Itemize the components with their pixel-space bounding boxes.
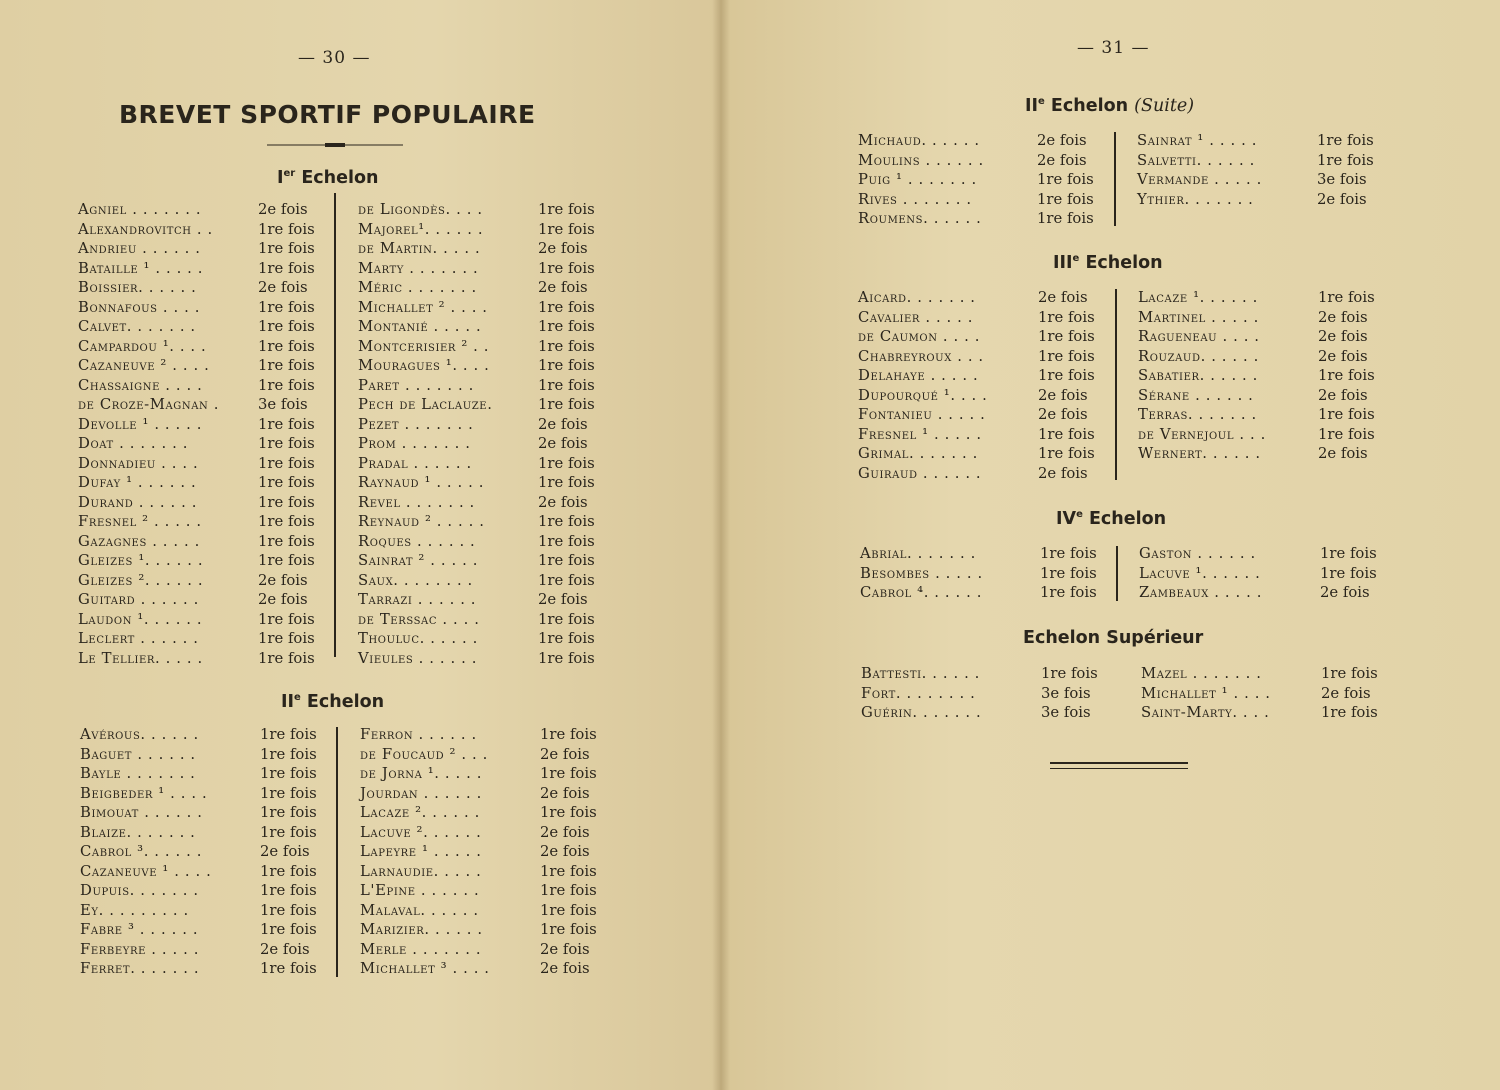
athlete-name: Alexandrovitch . .	[78, 220, 213, 238]
award-count: 1re fois	[540, 862, 597, 880]
athlete-name: Salvetti. . . . . .	[1137, 151, 1255, 169]
award-count: 2e fois	[260, 940, 310, 958]
athlete-name: Reynaud ² . . . . .	[358, 513, 485, 530]
award-count: 1re fois	[260, 862, 317, 880]
athlete-name: Gazagnes . . . . .	[78, 532, 200, 550]
athlete-name: Fabre ³ . . . . . .	[80, 921, 199, 938]
award-count: 2e fois	[540, 940, 590, 958]
heading-word: Echelon	[301, 168, 379, 188]
award-count: 1re fois	[1318, 425, 1375, 443]
award-count: 2e fois	[1038, 406, 1088, 423]
award-count: 2e fois	[1038, 464, 1088, 482]
athlete-name: Avérous. . . . . .	[80, 726, 199, 743]
athlete-name: Paret . . . . . . .	[358, 376, 474, 394]
book-gutter	[712, 0, 730, 1090]
athlete-name: Roques . . . . . .	[358, 532, 476, 550]
award-count: 1re fois	[258, 435, 315, 452]
award-count: 1re fois	[258, 610, 315, 628]
award-count: 1re fois	[538, 630, 595, 647]
award-count: 2e fois	[540, 745, 590, 763]
athlete-name: Marizier. . . . . .	[360, 921, 483, 938]
award-count: 1re fois	[1318, 406, 1375, 423]
award-count: 1re fois	[538, 337, 595, 355]
athlete-name: Dupourqué ¹. . . .	[858, 386, 988, 404]
award-count: 1re fois	[258, 649, 315, 667]
award-count: 3e fois	[1041, 684, 1091, 702]
award-count: 1re fois	[540, 921, 597, 938]
award-count: 2e fois	[1318, 328, 1368, 345]
athlete-name: Ferret. . . . . . .	[80, 960, 200, 977]
award-count: 2e fois	[538, 435, 588, 452]
athlete-name: Cavalier . . . . .	[858, 308, 974, 326]
athlete-name: Blaize. . . . . . .	[80, 823, 196, 841]
award-count: 1re fois	[260, 804, 317, 821]
athlete-name: Lacaze ². . . . . .	[360, 804, 480, 821]
award-count: 1re fois	[538, 318, 595, 335]
award-count: 2e fois	[1037, 151, 1087, 169]
athlete-name: Gaston . . . . . .	[1139, 545, 1256, 562]
athlete-name: Ferron . . . . . .	[360, 726, 477, 743]
award-count: 1re fois	[538, 357, 595, 374]
award-count: 1re fois	[258, 337, 315, 355]
athlete-name: Lacuve ². . . . . .	[360, 823, 482, 841]
heading-ordinal-suffix: er	[283, 168, 296, 180]
athlete-name: Gleizes ¹. . . . . .	[78, 552, 204, 569]
section-heading	[1023, 628, 1203, 648]
athlete-name: de Foucaud ² . . .	[360, 745, 488, 763]
award-count: 2e fois	[538, 415, 588, 433]
athlete-name: Thouluc. . . . . .	[358, 630, 478, 647]
award-count: 1re fois	[540, 726, 597, 743]
award-count: 1re fois	[1040, 564, 1097, 582]
award-count: 2e fois	[258, 279, 308, 296]
award-count: 1re fois	[538, 571, 595, 589]
athlete-name: Montanié . . . . .	[358, 318, 482, 335]
athlete-name: Raynaud ¹ . . . . .	[358, 474, 485, 491]
column-divider	[334, 193, 336, 657]
award-count: 1re fois	[1320, 564, 1377, 582]
award-count: 1re fois	[258, 298, 315, 316]
athlete-name: Méric . . . . . . .	[358, 279, 477, 296]
award-count: 1re fois	[540, 882, 597, 899]
athlete-name: Vermande . . . . .	[1137, 171, 1262, 188]
column-divider	[1115, 289, 1117, 480]
athlete-name: Martinel . . . . .	[1138, 308, 1259, 326]
column-divider	[336, 727, 338, 977]
athlete-name: de Jorna ¹. . . . .	[360, 765, 483, 782]
athlete-name: Mazel . . . . . . .	[1141, 665, 1262, 682]
award-count: 1re fois	[260, 784, 317, 802]
award-count: 1re fois	[258, 454, 315, 472]
athlete-name: Michallet ² . . . .	[358, 298, 488, 316]
award-count: 1re fois	[540, 901, 597, 919]
athlete-name: Saint-Marty. . . .	[1141, 704, 1270, 721]
athlete-name: L'Epine . . . . . .	[360, 882, 480, 899]
award-count: 1re fois	[538, 201, 595, 218]
athlete-name: Roumens. . . . . .	[858, 210, 982, 227]
award-count: 1re fois	[1317, 151, 1374, 169]
award-count: 1re fois	[1040, 545, 1097, 562]
award-count: 1re fois	[1037, 210, 1094, 227]
athlete-name: Rouzaud. . . . . .	[1138, 347, 1259, 365]
athlete-name: Lacaze ¹. . . . . .	[1138, 289, 1258, 306]
athlete-name: de Terssac . . . .	[358, 610, 480, 628]
athlete-name: Ythier. . . . . . .	[1137, 190, 1254, 208]
heading-word: Echelon Supérieur	[1023, 628, 1204, 648]
award-count: 2e fois	[1318, 347, 1368, 365]
athlete-name: de Croze-Magnan .	[78, 396, 220, 413]
award-count: 1re fois	[1321, 704, 1378, 721]
heading-ordinal: III	[1053, 253, 1073, 273]
athlete-name: Delahaye . . . . .	[858, 367, 979, 384]
athlete-name: Dufay ¹ . . . . . .	[78, 474, 197, 491]
award-count: 1re fois	[538, 454, 595, 472]
athlete-name: Sainrat ² . . . . .	[358, 552, 479, 569]
award-count: 2e fois	[538, 240, 588, 257]
athlete-name: Ey. . . . . . . . .	[80, 901, 189, 919]
award-count: 1re fois	[258, 357, 315, 374]
award-count: 2e fois	[540, 784, 590, 802]
athlete-name: Leclert . . . . . .	[78, 630, 199, 647]
award-count: 1re fois	[540, 804, 597, 821]
award-count: 1re fois	[538, 220, 595, 238]
award-count: 1re fois	[1037, 171, 1094, 188]
athlete-name: Larnaudie. . . . .	[360, 862, 482, 880]
heading-ordinal: I	[277, 168, 284, 188]
athlete-name: Bataille ¹ . . . . .	[78, 259, 204, 277]
athlete-name: Montcerisier ² . .	[358, 337, 490, 355]
award-count: 1re fois	[258, 220, 315, 238]
athlete-name: Zambeaux . . . . .	[1139, 584, 1262, 601]
athlete-name: Donnadieu . . . .	[78, 454, 199, 472]
athlete-name: Beigbeder ¹ . . . .	[80, 784, 208, 802]
award-count: 2e fois	[1317, 190, 1367, 208]
athlete-name: Abrial. . . . . . .	[860, 545, 976, 562]
award-count: 1re fois	[258, 532, 315, 550]
award-count: 2e fois	[1037, 132, 1087, 149]
section-heading	[1025, 96, 1194, 116]
award-count: 1re fois	[1038, 367, 1095, 384]
athlete-name: Vieules . . . . . .	[358, 649, 477, 667]
athlete-name: Aicard. . . . . . .	[858, 289, 976, 306]
award-count: 1re fois	[1038, 425, 1095, 443]
award-count: 2e fois	[538, 279, 588, 296]
athlete-name: Doat . . . . . . .	[78, 435, 189, 452]
athlete-name: Guérin. . . . . . .	[861, 704, 982, 721]
award-count: 1re fois	[260, 901, 317, 919]
award-count: 1re fois	[258, 318, 315, 335]
athlete-name: Pech de Laclauze.	[358, 396, 493, 413]
athlete-name: Devolle ¹ . . . . .	[78, 415, 203, 433]
award-count: 2e fois	[538, 493, 588, 511]
award-count: 1re fois	[1038, 308, 1095, 326]
athlete-name: Jourdan . . . . . .	[360, 784, 482, 802]
athlete-name: Pradal . . . . . .	[358, 454, 472, 472]
athlete-name: Le Tellier. . . . .	[78, 649, 203, 667]
award-count: 2e fois	[1318, 445, 1368, 462]
award-count: 2e fois	[1320, 584, 1370, 601]
award-count: 1re fois	[260, 726, 317, 743]
award-count: 1re fois	[540, 765, 597, 782]
heading-word: Echelon	[1088, 509, 1167, 529]
athlete-name: Ferbeyre . . . . .	[80, 940, 200, 958]
athlete-name: Fontanieu . . . . .	[858, 406, 986, 423]
athlete-name: Malaval. . . . . .	[360, 901, 479, 919]
page-number: — 31 —	[1077, 38, 1150, 58]
heading-word: Echelon	[1050, 96, 1129, 116]
award-count: 2e fois	[258, 201, 308, 218]
award-count: 1re fois	[538, 610, 595, 628]
section-heading	[281, 692, 384, 712]
award-count: 1re fois	[1318, 289, 1375, 306]
heading-ordinal-suffix: e	[1072, 253, 1080, 265]
award-count: 1re fois	[538, 513, 595, 530]
award-count: 2e fois	[1038, 386, 1088, 404]
athlete-name: Sérane . . . . . .	[1138, 386, 1254, 404]
award-count: 1re fois	[258, 415, 315, 433]
heading-word: Echelon	[306, 692, 385, 712]
athlete-name: Rives . . . . . . .	[858, 190, 972, 208]
athlete-name: Fresnel ¹ . . . . .	[858, 425, 982, 443]
award-count: 1re fois	[1041, 665, 1098, 682]
athlete-name: Michaud. . . . . .	[858, 132, 980, 149]
athlete-name: de Caumon . . . .	[858, 328, 981, 345]
heading-ordinal: IV	[1056, 509, 1077, 529]
heading-ordinal-suffix: e	[1038, 96, 1045, 108]
award-count: 1re fois	[1038, 347, 1095, 365]
title-ornament	[267, 142, 403, 148]
award-count: 1re fois	[260, 960, 317, 977]
award-count: 2e fois	[540, 843, 590, 860]
award-count: 2e fois	[1321, 684, 1371, 702]
page-number: — 30 —	[298, 48, 371, 68]
award-count: 1re fois	[260, 823, 317, 841]
award-count: 1re fois	[260, 765, 317, 782]
athlete-name: Andrieu . . . . . .	[78, 240, 201, 257]
award-count: 2e fois	[260, 843, 310, 860]
athlete-name: Bimouat . . . . . .	[80, 804, 203, 821]
award-count: 1re fois	[258, 630, 315, 647]
athlete-name: de Ligondès. . . .	[358, 201, 483, 218]
column-divider	[1114, 132, 1116, 226]
athlete-name: Chabreyroux . . .	[858, 347, 984, 365]
award-count: 1re fois	[538, 298, 595, 316]
athlete-name: de Vernejoul . . .	[1138, 425, 1266, 443]
heading-ordinal: II	[1025, 96, 1039, 116]
athlete-name: Terras. . . . . . .	[1138, 406, 1257, 423]
award-count: 1re fois	[538, 532, 595, 550]
right-page	[720, 0, 1500, 1090]
heading-ordinal-suffix: e	[294, 692, 301, 704]
athlete-name: Besombes . . . . .	[860, 564, 983, 582]
athlete-name: Michallet ³ . . . .	[360, 960, 490, 977]
athlete-name: Calvet. . . . . . .	[78, 318, 196, 335]
athlete-name: Tarrazi . . . . . .	[358, 591, 477, 608]
award-count: 1re fois	[538, 396, 595, 413]
award-count: 1re fois	[258, 552, 315, 569]
award-count: 2e fois	[1318, 308, 1368, 326]
award-count: 2e fois	[540, 823, 590, 841]
athlete-name: Revel . . . . . . .	[358, 493, 475, 511]
award-count: 1re fois	[1038, 328, 1095, 345]
award-count: 2e fois	[538, 591, 588, 608]
athlete-name: Bonnafous . . . .	[78, 298, 201, 316]
award-count: 1re fois	[538, 474, 595, 491]
award-count: 1re fois	[258, 493, 315, 511]
award-count: 3e fois	[1317, 171, 1367, 188]
award-count: 1re fois	[1317, 132, 1374, 149]
athlete-name: Lacuve ¹. . . . . .	[1139, 564, 1261, 582]
athlete-name: Agniel . . . . . . .	[78, 201, 202, 218]
section-heading	[277, 168, 378, 188]
athlete-name: Chassaigne . . . .	[78, 376, 203, 394]
athlete-name: Lapeyre ¹ . . . . .	[360, 843, 482, 860]
award-count: 2e fois	[540, 960, 590, 977]
athlete-name: Campardou ¹. . . .	[78, 337, 207, 355]
section-heading	[1053, 253, 1163, 273]
award-count: 1re fois	[1037, 190, 1094, 208]
athlete-name: Battesti. . . . . .	[861, 665, 980, 682]
athlete-name: Sainrat ¹ . . . . .	[1137, 132, 1258, 149]
award-count: 1re fois	[1038, 445, 1095, 462]
end-rule	[1050, 762, 1188, 769]
column-divider	[1116, 546, 1118, 601]
athlete-name: Guitard . . . . . .	[78, 591, 199, 608]
athlete-name: Michallet ¹ . . . .	[1141, 684, 1271, 702]
award-count: 1re fois	[1040, 584, 1097, 601]
award-count: 1re fois	[258, 259, 315, 277]
award-count: 1re fois	[1320, 545, 1377, 562]
award-count: 2e fois	[258, 591, 308, 608]
athlete-name: Grimal. . . . . . .	[858, 445, 978, 462]
athlete-name: Fort. . . . . . . .	[861, 684, 976, 702]
award-count: 2e fois	[1038, 289, 1088, 306]
award-count: 1re fois	[538, 259, 595, 277]
award-count: 1re fois	[260, 921, 317, 938]
athlete-name: Merle . . . . . . .	[360, 940, 482, 958]
athlete-name: Dupuis. . . . . . .	[80, 882, 199, 899]
award-count: 1re fois	[260, 745, 317, 763]
award-count: 1re fois	[538, 649, 595, 667]
section-heading	[1056, 509, 1166, 529]
award-count: 1re fois	[538, 552, 595, 569]
award-count: 1re fois	[1321, 665, 1378, 682]
athlete-name: Bayle . . . . . . .	[80, 765, 196, 782]
athlete-name: Gleizes ². . . . . .	[78, 571, 204, 589]
award-count: 1re fois	[1318, 367, 1375, 384]
athlete-name: Marty . . . . . . .	[358, 259, 479, 277]
athlete-name: Guiraud . . . . . .	[858, 464, 982, 482]
athlete-name: Baguet . . . . . .	[80, 745, 196, 763]
heading-suffix: (Suite)	[1134, 96, 1195, 116]
athlete-name: Sabatier. . . . . .	[1138, 367, 1258, 384]
award-count: 1re fois	[538, 376, 595, 394]
athlete-name: Cabrol ³. . . . . .	[80, 843, 203, 860]
athlete-name: Majorel¹. . . . . .	[358, 220, 484, 238]
athlete-name: Cazaneuve ¹ . . . .	[80, 862, 212, 880]
heading-ordinal: II	[281, 692, 295, 712]
athlete-name: Moulins . . . . . .	[858, 151, 984, 169]
award-count: 1re fois	[258, 513, 315, 530]
award-count: 3e fois	[1041, 704, 1091, 721]
award-count: 1re fois	[260, 882, 317, 899]
athlete-name: Ragueneau . . . .	[1138, 328, 1260, 345]
award-count: 3e fois	[258, 396, 308, 413]
athlete-name: Fresnel ² . . . . .	[78, 513, 202, 530]
award-count: 1re fois	[258, 240, 315, 257]
athlete-name: Saux. . . . . . . .	[358, 571, 473, 589]
heading-ordinal-suffix: e	[1076, 509, 1083, 521]
athlete-name: Cazaneuve ² . . . .	[78, 357, 210, 374]
athlete-name: Cabrol ⁴. . . . . .	[860, 584, 983, 601]
heading-word: Echelon	[1085, 253, 1163, 273]
athlete-name: Wernert. . . . . .	[1138, 445, 1261, 462]
athlete-name: Puig ¹ . . . . . . .	[858, 171, 977, 188]
athlete-name: Boissier. . . . . .	[78, 279, 197, 296]
award-count: 2e fois	[258, 571, 308, 589]
athlete-name: Mouragues ¹. . . .	[358, 357, 490, 374]
athlete-name: Durand . . . . . .	[78, 493, 198, 511]
award-count: 2e fois	[1318, 386, 1368, 404]
athlete-name: Pezet . . . . . . .	[358, 415, 474, 433]
award-count: 1re fois	[258, 376, 315, 394]
page-title: BREVET SPORTIF POPULAIRE	[119, 100, 536, 129]
athlete-name: Prom . . . . . . .	[358, 435, 471, 452]
athlete-name: de Martin. . . . .	[358, 240, 481, 257]
athlete-name: Laudon ¹. . . . . .	[78, 610, 203, 628]
award-count: 1re fois	[258, 474, 315, 491]
